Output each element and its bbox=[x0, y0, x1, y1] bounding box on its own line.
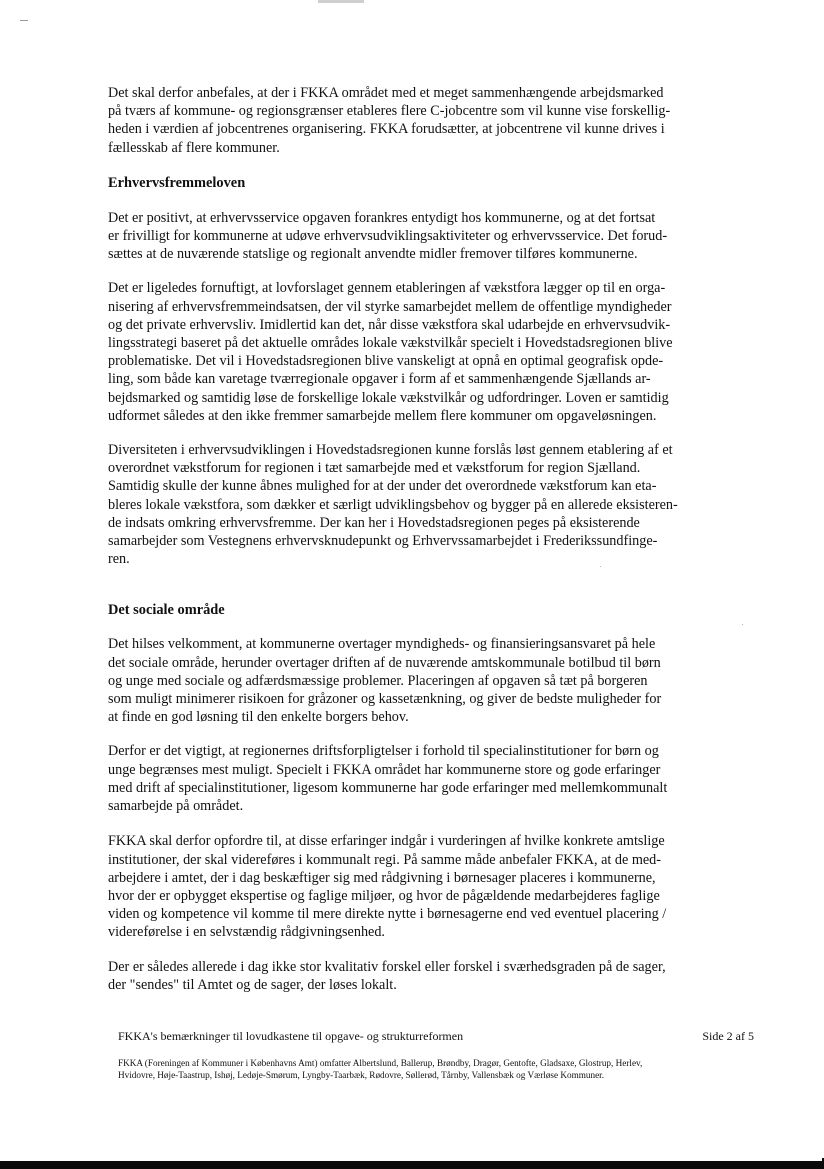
text-line: hvor der er opbygget ekspertise og faglige miljøer, og hvor de pågældende medarbejderes faglige bbox=[108, 887, 660, 904]
text-line: viden og kompetence vil komme til mere direkte nytte i børnesagerne end ved eventuel placering / bbox=[108, 906, 667, 923]
text-line: overordnet vækstforum for regionen i tæt samarbejde med et vækstforum for region Sjælland. bbox=[108, 460, 641, 477]
paragraph-driftsforpligtelser bbox=[108, 742, 724, 815]
paragraph-erhvervsservice bbox=[108, 209, 724, 264]
text-line: at finde en god løsning til den enkelte borgers behov. bbox=[108, 709, 409, 726]
scan-dash bbox=[20, 20, 28, 21]
text-line: FKKA skal derfor opfordre til, at disse erfaringer indgår i vurderingen af hvilke konkrete amtslige bbox=[108, 833, 665, 850]
text-line: lingsstrategi baseret på det aktuelle områdes lokale vækstvilkår specielt i Hovedstadsregionen blive bbox=[108, 335, 673, 352]
text-line: fællesskab af flere kommuner. bbox=[108, 139, 280, 156]
section-heading-erhvervsfremmeloven: Erhvervsfremmeloven bbox=[108, 174, 246, 191]
paragraph-jobcentre bbox=[108, 84, 724, 157]
scan-speck bbox=[742, 624, 743, 625]
text-line: som muligt minimerer risikoen for gråzoner og kassetænkning, og giver de bedste muligheder for bbox=[108, 691, 662, 708]
text-line: nisering af erhvervsfremmeindsatsen, der vil styrke samarbejdet mellem de offentlige myndigheder bbox=[108, 298, 672, 315]
paragraph-diversitet bbox=[108, 441, 724, 568]
paragraph-myndighedsansvar bbox=[108, 635, 724, 726]
paragraph-vaekstfora bbox=[108, 279, 724, 425]
text-line: problematiske. Det vil i Hovedstadsregionen blive vanskeligt at opnå en optimal geografisk opde- bbox=[108, 353, 664, 370]
text-line: er frivilligt for kommunerne at udøve erhvervsudviklingsaktiviteter og erhvervsservice. Det forud- bbox=[108, 228, 668, 245]
text-line: institutioner, der skal videreføres i kommunalt regi. På samme måde anbefaler FKKA, at de med- bbox=[108, 851, 661, 868]
scan-mark bbox=[318, 0, 364, 3]
footer-member-note bbox=[118, 1057, 754, 1081]
footer-note-line: Hvidovre, Høje-Taastrup, Ishøj, Ledøje-Smørum, Lyngby-Taarbæk, Rødovre, Søllerød, Tårnby, Vallensbæk og Værløse Kommuner. bbox=[118, 1070, 604, 1080]
document-body bbox=[108, 84, 724, 994]
text-line: heden i værdien af jobcentrenes organisering. FKKA forudsætter, at jobcentrene vil kunne drives i bbox=[108, 121, 665, 138]
text-line: med drift af specialinstitutioner, ligesom kommunerne har gode erfaringer med mellemkommunalt bbox=[108, 779, 668, 796]
text-line: de indsats omkring erhvervsfremme. Der kan her i Hovedstadsregionen peges på eksisterende bbox=[108, 514, 640, 531]
text-line: det sociale område, herunder overtager driften af de nuværende amtskommunale botilbud til børn bbox=[108, 654, 661, 671]
text-line: Derfor er det vigtigt, at regionernes driftsforpligtelser i forhold til specialinstitutioner for børn og bbox=[108, 743, 659, 760]
text-line: udformet således at den ikke fremmer samarbejde mellem flere kommuner om opgaveløsningen. bbox=[108, 407, 657, 424]
scan-bottom-edge bbox=[0, 1161, 824, 1169]
text-line: ling, som både kan varetage tværregionale opgaver i form af et sammenhængende Sjællands ar- bbox=[108, 371, 651, 388]
text-line: Samtidig skulle der kunne åbnes mulighed for at der under det overordnede vækstforum kan eta- bbox=[108, 478, 657, 495]
text-line: Det hilses velkomment, at kommunerne overtager myndigheds- og finansieringsansvaret på hele bbox=[108, 636, 656, 653]
text-line: samarbejder som Vestegnens erhvervsknudepunkt og Erhvervssamarbejdet i Frederikssundfinge- bbox=[108, 533, 658, 550]
section-heading-sociale-omraade: Det sociale område bbox=[108, 602, 225, 619]
paragraph-kvalitativ-forskel bbox=[108, 958, 724, 994]
text-line: sættes at de nuværende statslige og regionalt anvendte midler fremover tilføres kommunerne. bbox=[108, 246, 638, 263]
paragraph-erfaringer bbox=[108, 832, 724, 941]
text-line: Diversiteten i erhvervsudviklingen i Hovedstadsregionen kunne forslås løst gennem etablering af et bbox=[108, 442, 673, 459]
text-line: på tværs af kommune- og regionsgrænser etableres flere C-jobcentre som vil kunne vise forskellig- bbox=[108, 103, 671, 120]
text-line: Det skal derfor anbefales, at der i FKKA området med et meget sammenhængende arbejdsmarked bbox=[108, 85, 664, 101]
footer-row bbox=[118, 1029, 754, 1044]
text-line: Det er positivt, at erhvervsservice opgaven forankres entydigt hos kommunerne, og at det fortsat bbox=[108, 209, 656, 226]
text-line: unge begrænses mest muligt. Specielt i FKKA området har kommunerne store og gode erfaringer bbox=[108, 761, 661, 778]
text-line: samarbejde på området. bbox=[108, 798, 244, 815]
page-footer bbox=[118, 1029, 754, 1081]
text-line: og det private erhvervsliv. Imidlertid kan det, når disse vækstfora skal udarbejde en erhvervsudvik- bbox=[108, 316, 671, 333]
scan-speck bbox=[600, 566, 601, 567]
page-number: Side 2 af 5 bbox=[702, 1029, 754, 1043]
text-line: arbejdere i amtet, der i dag beskæftiger sig med rådgivning i børnesager placeres i kommunerne, bbox=[108, 869, 656, 886]
footer-note-line: FKKA (Foreningen af Kommuner i Københavns Amt) omfatter Albertslund, Ballerup, Brøndby, Dragør, Gentofte, Gladsaxe, Glostrup, Herlev, bbox=[118, 1058, 643, 1068]
text-line: bejdsmarked og samtidig løse de forskellige lokale vækstvilkår og udfordringer. Loven er samtidig bbox=[108, 389, 669, 406]
text-line: ren. bbox=[108, 551, 130, 568]
text-line: Det er ligeledes fornuftigt, at lovforslaget gennem etableringen af vækstfora lægger op til en orga- bbox=[108, 280, 666, 297]
text-line: bleres lokale vækstfora, som dækker et særligt udviklingsbehov og bygger på en allerede eksisteren- bbox=[108, 496, 678, 513]
text-line: der "sendes" til Amtet og de sager, der løses lokalt. bbox=[108, 976, 397, 993]
text-line: videreførelse i en selvstændig rådgivningsenhed. bbox=[108, 924, 385, 941]
text-line: og unge med sociale og adfærdsmæssige problemer. Placeringen af opgaven så tæt på borgeren bbox=[108, 672, 648, 689]
footer-title: FKKA's bemærkninger til lovudkastene til opgave- og strukturreformen bbox=[118, 1029, 464, 1043]
text-line: Der er således allerede i dag ikke stor kvalitativ forskel eller forskel i sværhedsgraden på de sager, bbox=[108, 958, 666, 975]
